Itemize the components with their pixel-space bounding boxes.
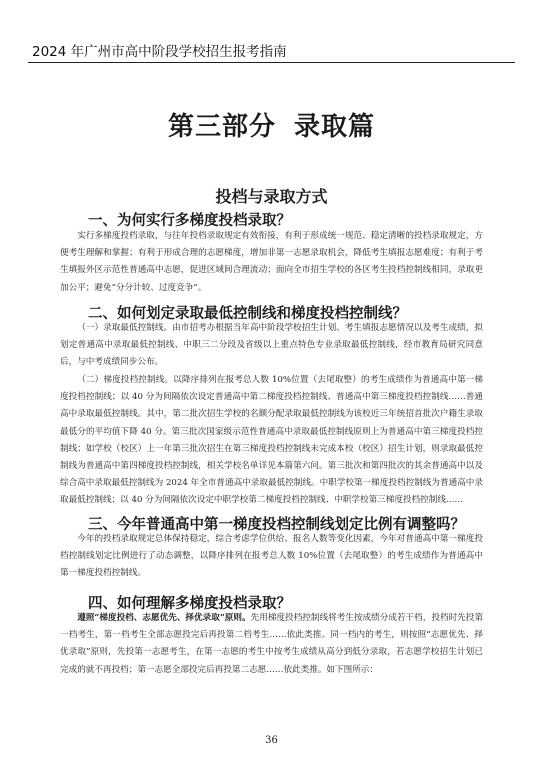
- page-header: 2024 年广州市高中阶段学校招生报考指南: [32, 44, 287, 60]
- heading-3: 三、今年普通高中第一梯度投档控制线划定比例有调整吗？: [88, 517, 465, 533]
- heading-4: 四、如何理解多梯度投档录取？: [88, 596, 291, 612]
- part-title-left: 第三部分: [167, 112, 276, 142]
- paragraph-2b: （二）梯度投档控制线。以降序排列在报考总人数 10%位置（去尾取整）的考生成绩作为普通高中第一梯度投档控制线；以 40 分为间隔依次设定普通高中第二梯度投档控制线、普通高中第三梯度投档控制线……普通高中录取最低控制线。其中，第二批次招生学校的名额分配录取最低控制线为该校近三年统招首批次户籍生录取最低分的平均值下降 40 分。第三批次国家级示范性普通高中录取最低控制线原则上为普通高中第三梯度投档控制线；如学校（校区）上一年第三批次招生在第三梯度投档控制线未完成本校（校区）招生计划，则录取最低控制线为普通高中第四梯度投档控制线，相关学校名单详见本篇第六问。第三批次和第四批次的其余普通高中以及综合高中录取最低控制线为 2024 年全市普通高中录取最低控制线。中职学校第一梯度投档控制线为普通高中录取最低控制线；以 40 分为间隔依次设定中职学校第二梯度投档控制线、中职学校第三梯度投档控制线……: [60, 375, 483, 506]
- paragraph-3: 今年的投档录取规定总体保持稳定，综合考虑学位供给、报名人数等变化因素，今年对普通高中第一梯度投档控制线划定比例进行了动态调整，以降序排列在报考总人数 10%位置（去尾取整）的考生成绩作为普通高中第一梯度投档控制线。: [60, 534, 483, 579]
- header-rule: [28, 62, 515, 63]
- heading-2: 二、如何划定录取最低控制线和梯度投档控制线？: [88, 306, 407, 322]
- paragraph-4: [60, 610, 483, 679]
- part-title: [0, 106, 543, 143]
- paragraph-4-lead: 遵照“梯度投档、志愿优先、择优录取”原则。: [77, 613, 251, 623]
- part-title-right: 录取篇: [294, 112, 376, 142]
- section-title: 投档与录取方式: [215, 187, 328, 206]
- page-number: 36: [265, 735, 278, 746]
- heading-1: 一、为何实行多梯度投档录取？: [88, 213, 291, 229]
- paragraph-1: 实行多梯度投档录取，与往年投档录取规定有效衔接，有利于形成统一规范、稳定清晰的投档录取规定，方便考生理解和掌握；有利于形成合理的志愿梯度，增加非第一志愿录取机会，降低考生填报志愿难度；有利于考生填报外区示范性普通高中志愿，促进区域间合理流动；面向全市招生学校的各区考生投档控制线相同，录取更加公平；避免“分分计较、过度竞争”。: [60, 231, 483, 293]
- paragraph-2a: （一）录取最低控制线。由市招考办根据当年高中阶段学校招生计划、考生填报志愿情况以及考生成绩，拟划定普通高中录取最低控制线、中职三二分段及省级以上重点特色专业录取最低控制线，经市教育局研究同意后，与中考成绩同步公布。: [60, 323, 483, 368]
- paragraph-4-body: 先用梯度投档控制线将考生按成绩分成若干档，投档时先投第一档考生，第一档考生全部志愿投完后再投第二档考生……依此类推。同一档内的考生，则按照“志愿优先、择优录取”原则，先投第一志愿考生，在第一志愿的考生中按考生成绩从高分到低分录取，若志愿学校招生计划已完成的就不再投档；第一志愿全部投完后再投第二志愿……依此类推。如下图所示：: [60, 613, 483, 675]
